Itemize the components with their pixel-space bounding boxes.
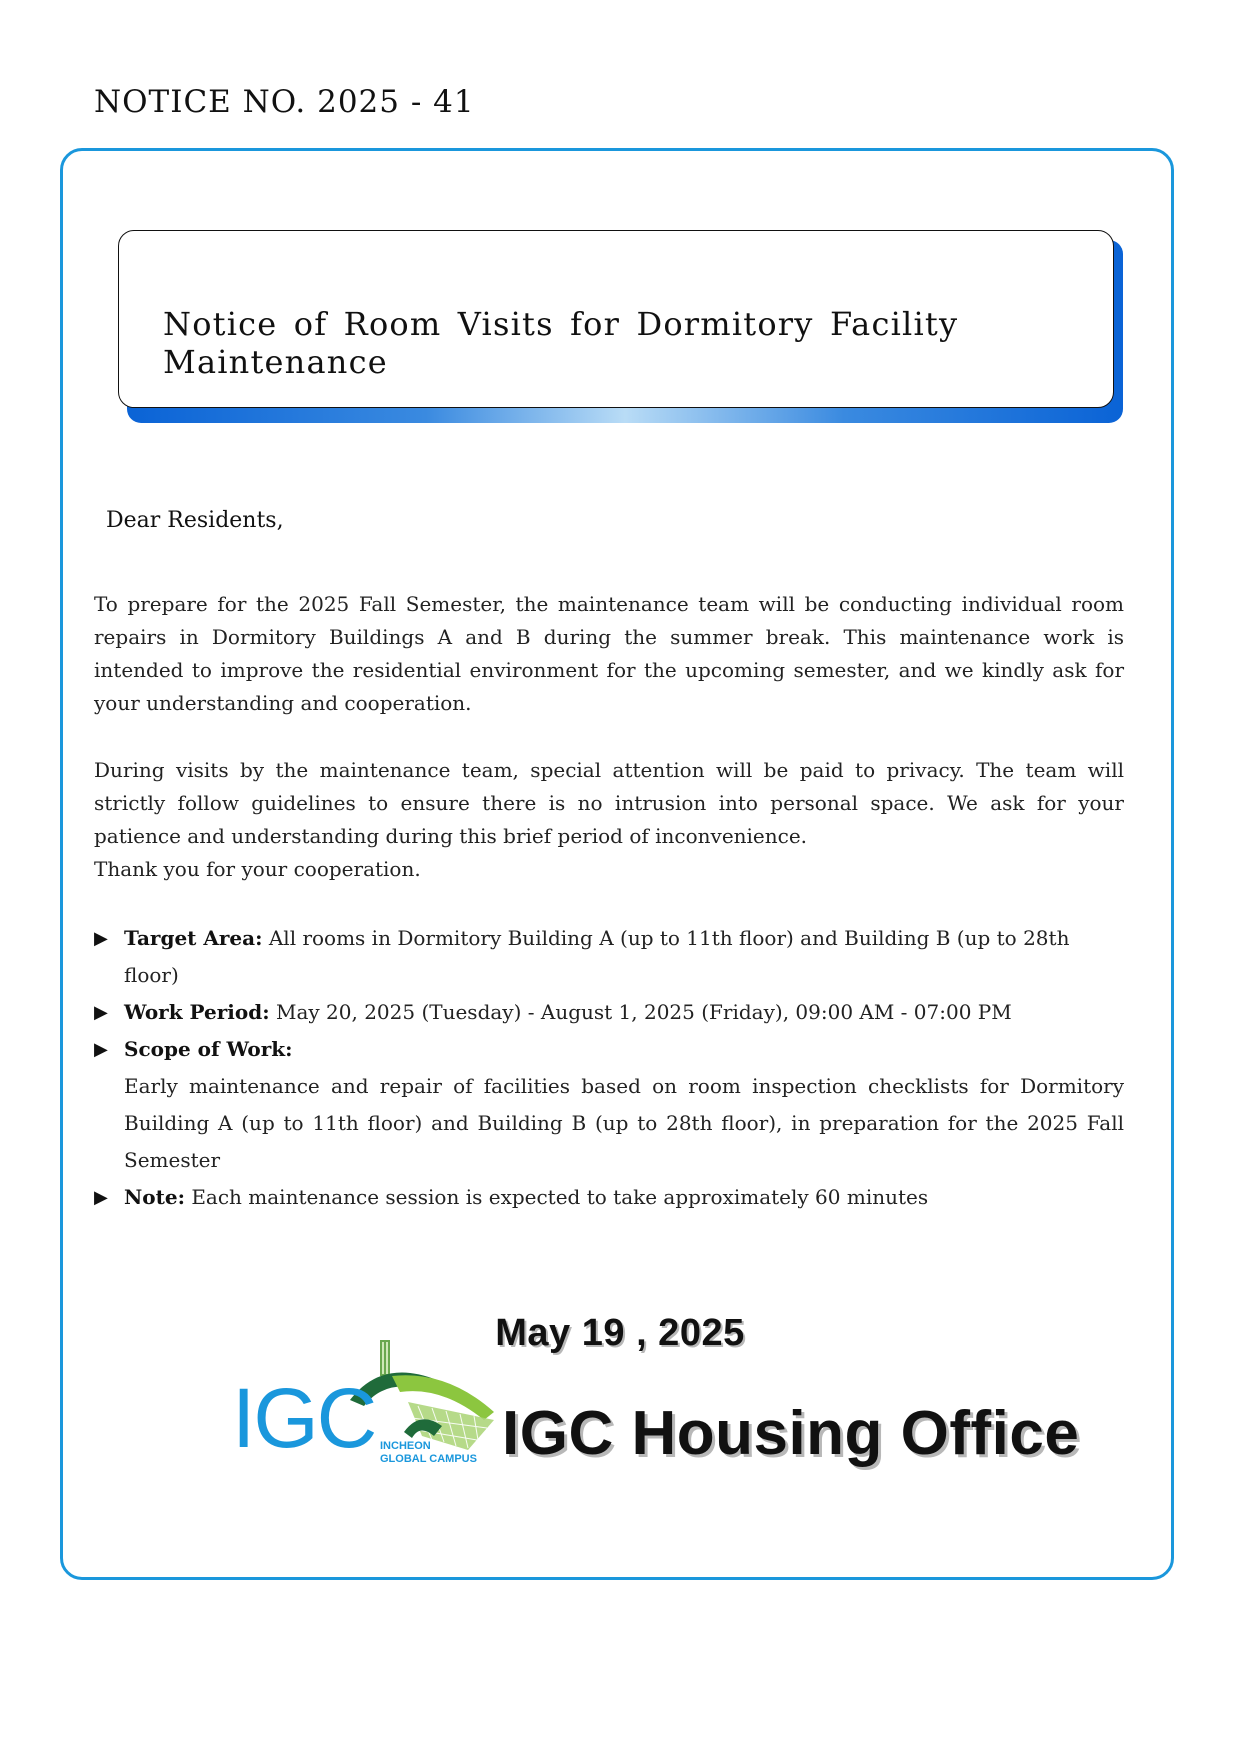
detail-scope xyxy=(94,1031,1124,1179)
details-list xyxy=(94,920,1124,1216)
detail-text: Each maintenance session is expected to take approximately 60 minutes xyxy=(191,1185,929,1209)
detail-label: Scope of Work: xyxy=(124,1037,293,1061)
office-name: IGC Housing Office xyxy=(502,1399,1080,1468)
privacy-text: During visits by the maintenance team, special attention will be paid to privacy. The team will strictly follow guidelines to ensure there is no intrusion into personal space. We ask for your patience and understanding during this brief period of inconvenience. xyxy=(94,758,1124,848)
detail-label: Note: xyxy=(124,1185,185,1209)
detail-text: Early maintenance and repair of facilities based on room inspection checklists for Dormitory Building A (up to 11th floor) and Building B (up to 28th floor), in preparation for the 2025 Fall Semester xyxy=(124,1074,1124,1172)
detail-text: May 20, 2025 (Tuesday) - August 1, 2025 (Friday), 09:00 AM - 07:00 PM xyxy=(275,1000,1012,1024)
thanks-text: Thank you for your cooperation. xyxy=(94,857,421,881)
triangle-bullet-icon: ▶ xyxy=(94,1187,108,1208)
triangle-bullet-icon: ▶ xyxy=(94,1039,108,1060)
privacy-paragraph xyxy=(94,754,1124,886)
detail-target-area xyxy=(94,920,1124,994)
title-banner xyxy=(118,230,1114,408)
logo-letters: IGC xyxy=(232,1371,376,1465)
detail-label: Target Area: xyxy=(124,926,263,950)
logo-caption-line2: GLOBAL CAMPUS xyxy=(380,1453,477,1465)
detail-work-period xyxy=(94,994,1124,1031)
logo-caption-line1: INCHEON xyxy=(380,1440,431,1452)
detail-note xyxy=(94,1179,1124,1216)
igc-logo xyxy=(232,1340,502,1472)
detail-label: Work Period: xyxy=(124,1000,270,1024)
greeting: Dear Residents, xyxy=(106,508,284,533)
intro-paragraph: To prepare for the 2025 Fall Semester, the maintenance team will be conducting individual room repairs in Dormitory Buildings A and B during the summer break. This maintenance work is intended to improve the residential environment for the upcoming semester, and we kindly ask for your understanding and cooperation. xyxy=(94,592,1124,715)
logo-caption xyxy=(380,1440,477,1466)
notice-number: NOTICE NO. 2025 - 41 xyxy=(94,84,475,120)
notice-title: Notice of Room Visits for Dormitory Facility Maintenance xyxy=(163,305,959,381)
triangle-bullet-icon: ▶ xyxy=(94,928,108,949)
detail-text: All rooms in Dormitory Building A (up to 11th floor) and Building B (up to 28th floor) xyxy=(124,926,1070,987)
notice-date: May 19 , 2025 xyxy=(495,1312,745,1354)
triangle-bullet-icon: ▶ xyxy=(94,1002,108,1023)
